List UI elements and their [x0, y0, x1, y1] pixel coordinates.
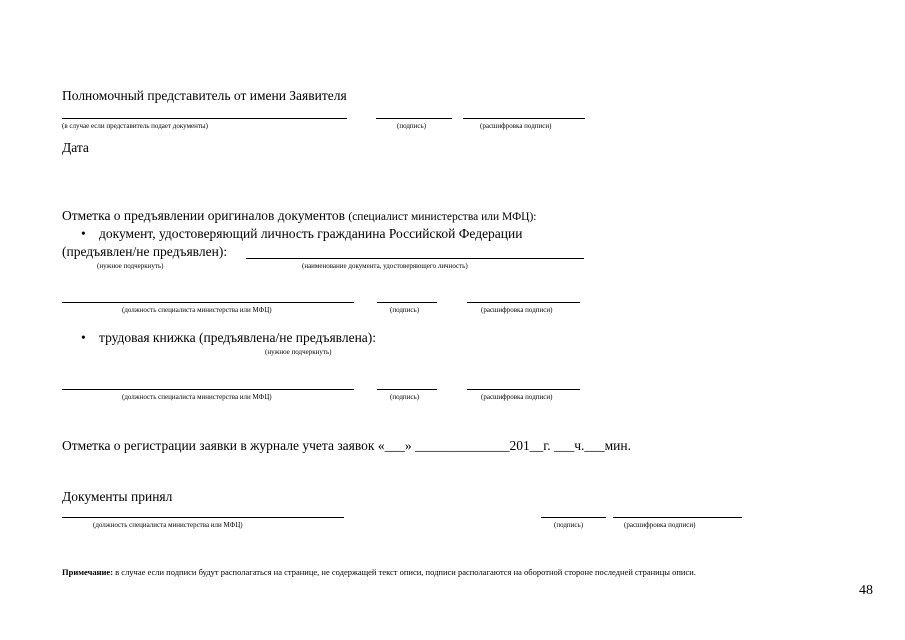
specialist-decoding-caption-1: (расшифровка подписи): [481, 306, 553, 314]
specialist-signature-line-2: [377, 389, 437, 390]
representative-note-caption: (в случае если представитель подает документы): [62, 122, 208, 130]
bullet-work-record-book: • трудовая книжка (предъявлена/не предъявлена):: [99, 330, 376, 346]
specialist-signature-caption-1: (подпись): [390, 306, 420, 314]
page-number: 48: [859, 583, 873, 598]
note: [62, 567, 696, 577]
registration-mark: Отметка о регистрации заявки в журнале учета заявок «___» ______________201__г. ___ч.___мин.: [62, 438, 631, 453]
accepted-position-line: [62, 517, 344, 518]
identity-document-name-line: [246, 258, 584, 259]
originals-heading-text: Отметка о предъявлении оригиналов документов: [62, 208, 345, 223]
identity-docname-caption: (наименование документа, удостоверяющего личность): [302, 262, 468, 270]
accepted-signature-line: [541, 517, 606, 518]
specialist-signature-caption-2: (подпись): [390, 393, 420, 401]
specialist-decoding-line-1: [467, 302, 580, 303]
specialist-position-line-1: [62, 302, 354, 303]
date-label: Дата: [62, 140, 89, 155]
representative-decoding-line: [463, 118, 585, 119]
specialist-position-caption-1: (должность специалиста министерства или МФЦ): [122, 306, 272, 314]
originals-heading: [62, 208, 537, 224]
accepted-position-caption: (должность специалиста министерства или МФЦ): [93, 521, 243, 529]
work-book-underline-caption: (нужное подчеркнуть): [265, 348, 332, 356]
specialist-decoding-line-2: [467, 389, 580, 390]
accepted-decoding-line: [613, 517, 742, 518]
identity-presented-label: (предъявлен/не предъявлен):: [62, 244, 228, 259]
specialist-signature-line-1: [377, 302, 437, 303]
note-label: Примечание:: [62, 567, 114, 577]
representative-signature-caption: (подпись): [397, 122, 427, 130]
representative-name-line: [62, 118, 347, 119]
specialist-decoding-caption-2: (расшифровка подписи): [481, 393, 553, 401]
representative-heading: Полномочный представитель от имени Заявителя: [62, 88, 347, 103]
documents-accepted-heading: Документы принял: [62, 489, 173, 504]
bullet-identity-document: • документ, удостоверяющий личность гражданина Российской Федерации: [99, 226, 522, 242]
originals-heading-note: (специалист министерства или МФЦ):: [348, 211, 537, 223]
specialist-position-caption-2: (должность специалиста министерства или МФЦ): [122, 393, 272, 401]
note-text: в случае если подписи будут располагаться на странице, не содержащей текст описи, подписи располагаются на оборотной стороне последней страницы описи.: [113, 567, 696, 577]
accepted-signature-caption: (подпись): [554, 521, 584, 529]
representative-signature-line: [376, 118, 452, 119]
specialist-position-line-2: [62, 389, 354, 390]
accepted-decoding-caption: (расшифровка подписи): [624, 521, 696, 529]
representative-decoding-caption: (расшифровка подписи): [480, 122, 552, 130]
identity-underline-caption: (нужное подчеркнуть): [97, 262, 164, 270]
